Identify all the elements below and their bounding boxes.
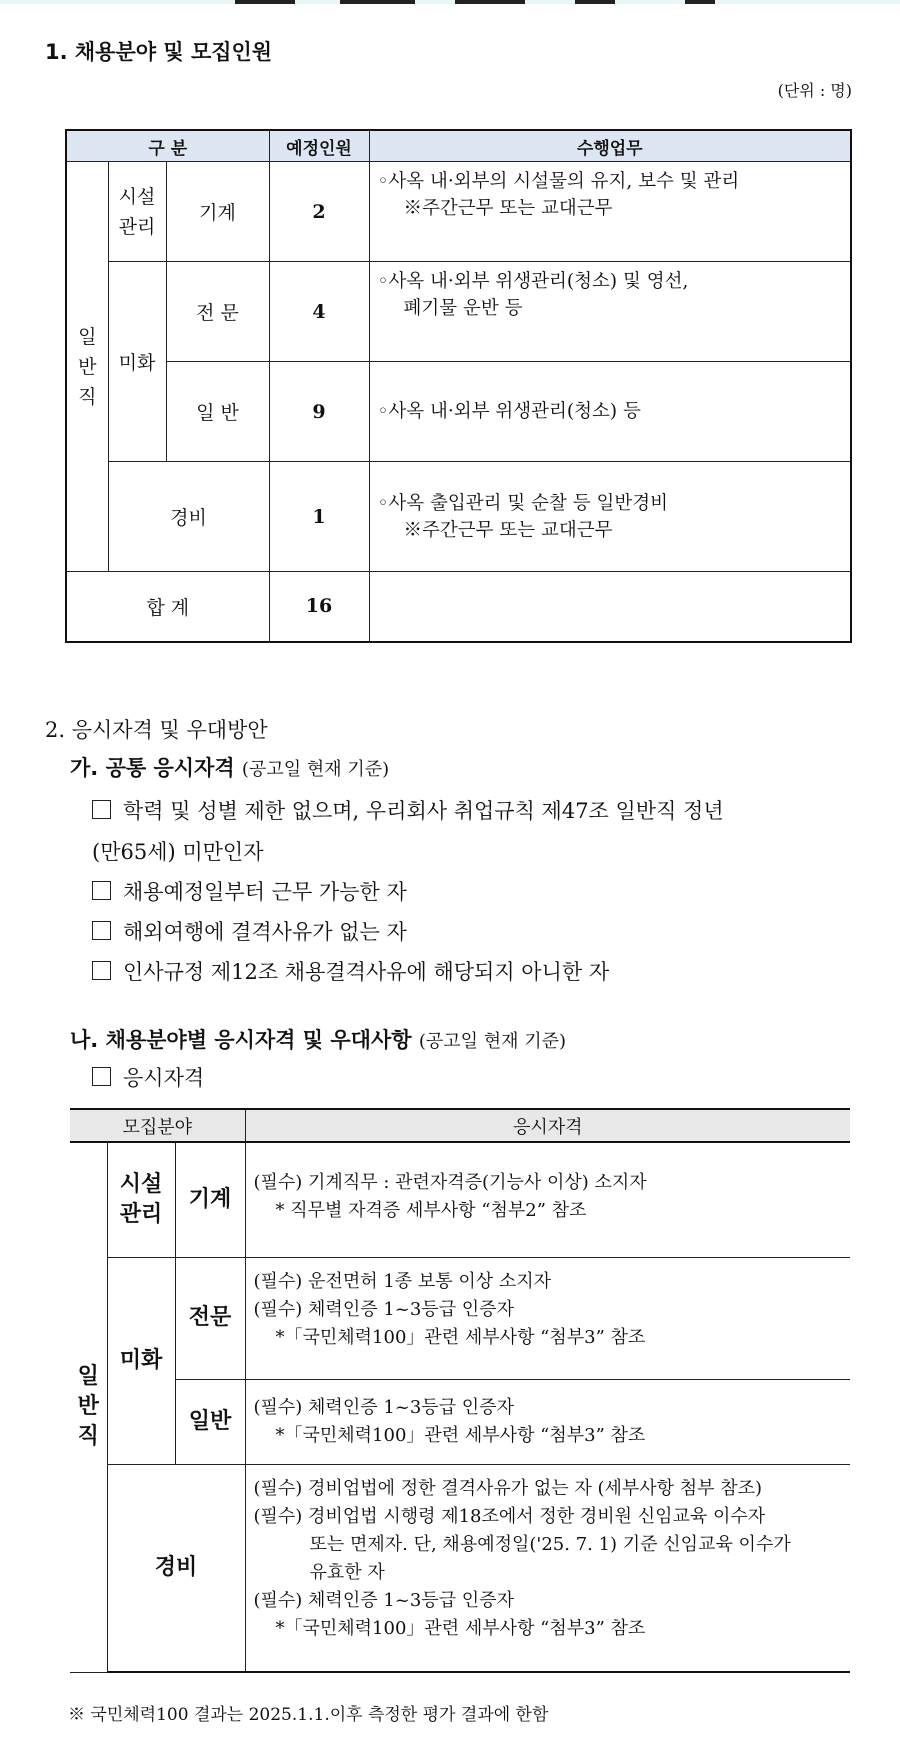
cleaning-label: 미화 bbox=[107, 1257, 175, 1464]
field-title: 나. 채용분야별 응시자격 및 우대사항 (공고일 현재 기준) bbox=[70, 1028, 567, 1052]
section2-title: 2. 응시자격 및 우대방안 bbox=[45, 718, 268, 742]
sub-field: 경비 bbox=[108, 462, 269, 572]
table-row bbox=[70, 1379, 850, 1464]
table-row bbox=[66, 462, 851, 572]
duty-cell: ◦사옥 내·외부의 시설물의 유지, 보수 및 관리 ※주간근무 또는 교대근무 bbox=[369, 162, 851, 262]
group-label: 일 반 직 bbox=[70, 1142, 107, 1672]
group-label: 일 반 직 bbox=[66, 162, 108, 572]
qual-cell: (필수) 경비업법에 정한 결격사유가 없는 자 (세부사항 첨부 참조) (필수) 경비업법 시행령 제18조에서 정한 경비원 신임교육 이수자 또는 면제자. 단, 채용예정일('25. 7. 1) 기준 신임교육 이수가 유효한 자 (필수) 체력인증 1~3등급 인증자 *「국민체력100」관련 세부사항 “첨부3” 참조 bbox=[245, 1464, 850, 1672]
recruitment-table bbox=[65, 129, 852, 643]
total-count: 16 bbox=[269, 572, 369, 642]
qualification-table bbox=[70, 1108, 850, 1673]
common-title: 가. 공통 응시자격 (공고일 현재 기준) bbox=[70, 756, 390, 780]
header-category: 구 분 bbox=[66, 130, 269, 162]
footnote: ※ 국민체력100 결과는 2025.1.1.이후 측정한 평가 결과에 한함 bbox=[68, 1705, 549, 1725]
list-item: 응시자격 bbox=[92, 1062, 204, 1092]
duty-cell: ◦사옥 내·외부 위생관리(청소) 등 bbox=[369, 362, 851, 462]
checkbox-icon bbox=[92, 961, 111, 980]
count-cell: 2 bbox=[269, 162, 369, 262]
table-row bbox=[66, 362, 851, 462]
sub-field: 기계 bbox=[166, 162, 269, 262]
header-qual: 응시자격 bbox=[245, 1109, 850, 1142]
total-label: 합 계 bbox=[66, 572, 269, 642]
qual-cell: (필수) 체력인증 1~3등급 인증자 *「국민체력100」관련 세부사항 “첨부3” 참조 bbox=[245, 1379, 850, 1464]
count-cell: 1 bbox=[269, 462, 369, 572]
table-header bbox=[70, 1109, 850, 1142]
unit-label: (단위 : 명) bbox=[777, 81, 852, 100]
duty-cell: ◦사옥 내·외부 위생관리(청소) 및 영선, 폐기물 운반 등 bbox=[369, 262, 851, 362]
checkbox-icon bbox=[92, 881, 111, 900]
list-item-cont: (만65세) 미만인자 bbox=[92, 840, 264, 864]
qual-cell: (필수) 기계직무 : 관련자격증(기능사 이상) 소지자 * 직무별 자격증 세부사항 “첨부2” 참조 bbox=[245, 1142, 850, 1257]
count-cell: 4 bbox=[269, 262, 369, 362]
total-row bbox=[66, 572, 851, 642]
sub-field: 일반 bbox=[175, 1379, 245, 1464]
table-row bbox=[70, 1464, 850, 1672]
facility-label: 시설 관리 bbox=[107, 1142, 175, 1257]
table-header bbox=[66, 130, 851, 162]
table-row bbox=[70, 1257, 850, 1379]
sub-field: 전문 bbox=[175, 1257, 245, 1379]
sub-field: 기계 bbox=[175, 1142, 245, 1257]
header-field: 모집분야 bbox=[70, 1109, 245, 1142]
cleaning-label: 미화 bbox=[108, 262, 166, 462]
count-cell: 9 bbox=[269, 362, 369, 462]
sub-field: 경비 bbox=[107, 1464, 245, 1672]
total-duty-empty bbox=[369, 572, 851, 642]
qual-cell: (필수) 운전면허 1종 보통 이상 소지자 (필수) 체력인증 1~3등급 인증자 *「국민체력100」관련 세부사항 “첨부3” 참조 bbox=[245, 1257, 850, 1379]
header-duty: 수행업무 bbox=[369, 130, 851, 162]
table-row bbox=[66, 262, 851, 362]
sub-field: 전 문 bbox=[166, 262, 269, 362]
section1-title: 1. 채용분야 및 모집인원 bbox=[45, 40, 273, 64]
list-item: 인사규정 제12조 채용결격사유에 해당되지 아니한 자 bbox=[92, 956, 609, 986]
duty-cell: ◦사옥 출입관리 및 순찰 등 일반경비 ※주간근무 또는 교대근무 bbox=[369, 462, 851, 572]
list-item: 채용예정일부터 근무 가능한 자 bbox=[92, 876, 407, 906]
checkbox-icon bbox=[92, 921, 111, 940]
checkbox-icon bbox=[92, 800, 111, 819]
table-row bbox=[70, 1142, 850, 1257]
facility-label: 시설 관리 bbox=[108, 162, 166, 262]
table-row bbox=[66, 162, 851, 262]
top-strip bbox=[0, 0, 900, 4]
list-item: 해외여행에 결격사유가 없는 자 bbox=[92, 916, 407, 946]
checkbox-icon bbox=[92, 1067, 111, 1086]
header-count: 예정인원 bbox=[269, 130, 369, 162]
sub-field: 일 반 bbox=[166, 362, 269, 462]
list-item: 학력 및 성별 제한 없으며, 우리회사 취업규칙 제47조 일반직 정년 bbox=[92, 795, 724, 825]
